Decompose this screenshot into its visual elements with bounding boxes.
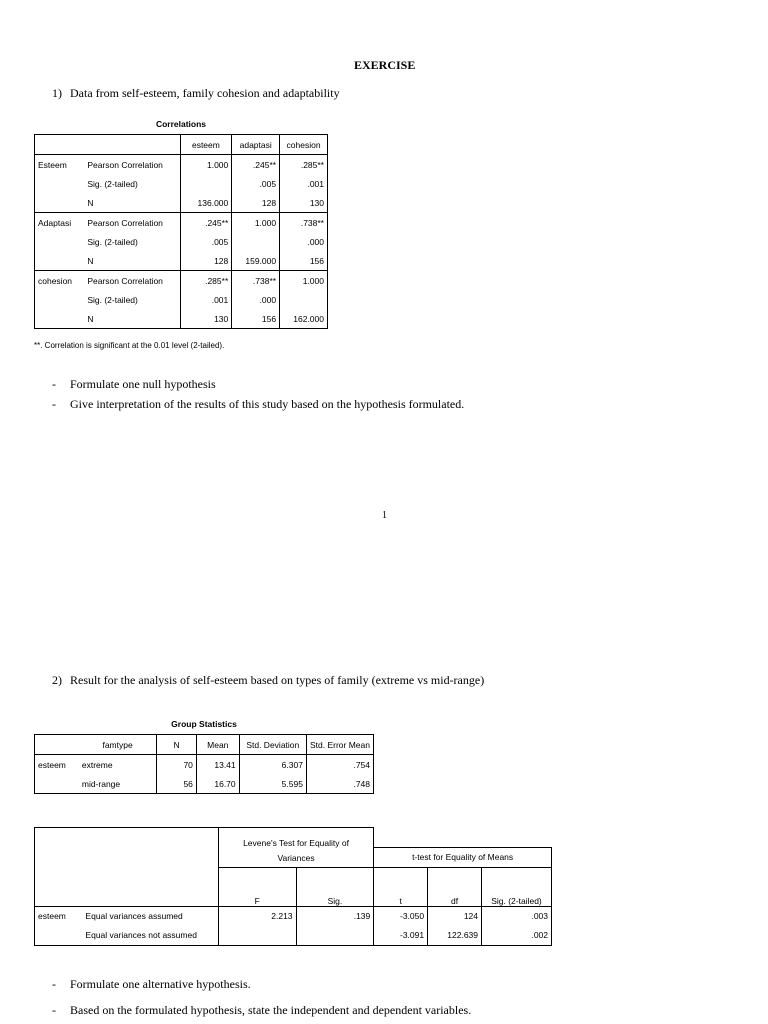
row-group-label: cohesion [35, 271, 85, 291]
table-row [35, 174, 328, 193]
row-group-label [35, 193, 85, 213]
question-2 [52, 673, 484, 688]
table-cell: 128 [232, 193, 280, 213]
table-row [35, 193, 328, 213]
table-cell: 128 [180, 251, 232, 271]
group-stats-col-header: Std. Deviation [239, 735, 306, 755]
correlations-col-header: adaptasi [232, 135, 280, 155]
page-number: 1 [382, 510, 387, 521]
correlations-caption: Correlations [155, 119, 207, 129]
row-variance-label: Equal variances not assumed [82, 926, 218, 946]
table-cell: 6.307 [239, 755, 306, 775]
table-cell: -3.091 [374, 926, 428, 946]
table-cell [280, 290, 328, 309]
row-stat-label: N [84, 251, 180, 271]
list-item: - Based on the formulated hypothesis, state the independent and dependent variables. [52, 1003, 472, 1017]
list-item: - Formulate one alternative hypothesis. [52, 977, 251, 991]
table-cell: 136.000 [180, 193, 232, 213]
row-group-label [35, 290, 85, 309]
table-cell: 162.000 [280, 309, 328, 329]
table-cell: -3.050 [374, 906, 428, 926]
table-row [35, 232, 328, 251]
test-col-header: Sig. (2-tailed) [482, 867, 552, 906]
table-cell: 56 [157, 774, 197, 794]
table-cell: .285** [180, 271, 232, 291]
group-stats-col-header: N [157, 735, 197, 755]
test-col-header: t [374, 867, 428, 906]
table-cell: 1.000 [232, 213, 280, 233]
ttest-header: t-test for Equality of Means [374, 847, 552, 867]
row-var-label: esteem [35, 906, 83, 926]
table-cell: .245** [232, 155, 280, 175]
row-group-label [35, 309, 85, 329]
table-cell: .005 [180, 232, 232, 251]
test-col-header: df [428, 867, 482, 906]
group-stats-col-header: Std. Error Mean [306, 735, 373, 755]
table-cell: 156 [280, 251, 328, 271]
table-row [35, 774, 374, 794]
independent-samples-test-table [34, 827, 552, 946]
table-cell [218, 926, 296, 946]
correlations-col-header: esteem [180, 135, 232, 155]
table-row [35, 906, 552, 926]
group-stats-col-header: Mean [196, 735, 239, 755]
table-cell: 70 [157, 755, 197, 775]
table-cell: .245** [180, 213, 232, 233]
row-stat-label: Pearson Correlation [87, 159, 163, 170]
table-row [35, 290, 328, 309]
table-cell: 5.595 [239, 774, 306, 794]
list-item: - Formulate one null hypothesis [52, 377, 216, 391]
table-row [35, 926, 552, 946]
group-stats-col-header: famtype [79, 735, 157, 755]
table-cell: 1.000 [180, 155, 232, 175]
table-cell [296, 926, 374, 946]
table-row [35, 213, 328, 233]
row-famtype-label: mid-range [79, 774, 157, 794]
correlations-corner [35, 135, 181, 155]
table-cell: 130 [280, 193, 328, 213]
table-row [35, 155, 328, 175]
bullet-text: Formulate one alternative hypothesis. [70, 977, 251, 991]
group-statistics-caption: Group Statistics [171, 719, 237, 729]
row-group-label: Adaptasi [35, 213, 85, 233]
row-variance-label: Equal variances assumed [82, 906, 218, 926]
test-col-header: Sig. [296, 867, 374, 906]
table-cell: .001 [280, 174, 328, 193]
list-item: - Give interpretation of the results of this study based on the hypothesis formulated. [52, 397, 465, 411]
table-cell: 130 [180, 309, 232, 329]
row-group-label: Esteem [35, 155, 85, 175]
table-cell: 2.213 [218, 906, 296, 926]
correlations-col-header: cohesion [280, 135, 328, 155]
table-cell: .738** [280, 213, 328, 233]
bullet-text: Give interpretation of the results of this study based on the hypothesis formulated. [70, 397, 465, 411]
table-cell: .003 [482, 906, 552, 926]
test-corner [35, 828, 219, 907]
table-cell: .754 [306, 755, 373, 775]
table-cell [180, 174, 232, 193]
row-stat-label: Pearson Correlation [87, 275, 163, 286]
table-cell: 124 [428, 906, 482, 926]
table-cell: .002 [482, 926, 552, 946]
group-stats-corner [35, 735, 79, 755]
table-row [35, 271, 328, 291]
table-cell: 13.41 [196, 755, 239, 775]
table-row [35, 755, 374, 775]
row-stat-label: Sig. (2-tailed) [87, 178, 138, 189]
row-group-label [35, 174, 85, 193]
row-stat-label: Pearson Correlation [87, 217, 163, 228]
correlations-footnote: **. Correlation is significant at the 0.01 level (2-tailed). [34, 341, 225, 350]
question-2-text: Result for the analysis of self-esteem based on types of family (extreme vs mid-range) [70, 673, 485, 687]
table-cell: .000 [232, 290, 280, 309]
row-stat-label: Sig. (2-tailed) [87, 236, 138, 247]
row-stat-label: Sig. (2-tailed) [87, 294, 138, 305]
table-cell: 16.70 [196, 774, 239, 794]
table-cell: .285** [280, 155, 328, 175]
bullet-text: Based on the formulated hypothesis, state the independent and dependent variables. [70, 1003, 472, 1017]
table-cell: 159.000 [232, 251, 280, 271]
table-cell: .005 [232, 174, 280, 193]
table-cell: 156 [232, 309, 280, 329]
correlations-table [34, 134, 328, 329]
levene-header: Levene's Test for Equality of Variances [218, 828, 373, 868]
bullet-text: Formulate one null hypothesis [70, 377, 216, 391]
row-group-label [35, 251, 85, 271]
table-row [35, 251, 328, 271]
table-row [35, 309, 328, 329]
test-header-spacer [374, 828, 552, 848]
table-cell: 122.639 [428, 926, 482, 946]
row-stat-label: N [84, 193, 180, 213]
row-stat-label: N [84, 309, 180, 329]
table-cell: .000 [280, 232, 328, 251]
row-group-label [35, 232, 85, 251]
row-var-label: esteem [35, 755, 79, 775]
question-1 [52, 86, 340, 101]
question-1-number: 1) [52, 86, 62, 100]
table-cell: .139 [296, 906, 374, 926]
question-1-text: Data from self-esteem, family cohesion and adaptability [70, 86, 340, 100]
row-famtype-label: extreme [81, 759, 113, 770]
table-cell: .738** [232, 271, 280, 291]
question-2-number: 2) [52, 673, 62, 687]
table-cell: .001 [180, 290, 232, 309]
row-var-label [35, 774, 79, 794]
page-title: EXERCISE [354, 58, 416, 72]
row-var-label [35, 926, 83, 946]
table-cell: 1.000 [280, 271, 328, 291]
table-cell: .748 [306, 774, 373, 794]
test-col-header: F [218, 867, 296, 906]
group-statistics-table [34, 734, 374, 794]
table-cell [232, 232, 280, 251]
